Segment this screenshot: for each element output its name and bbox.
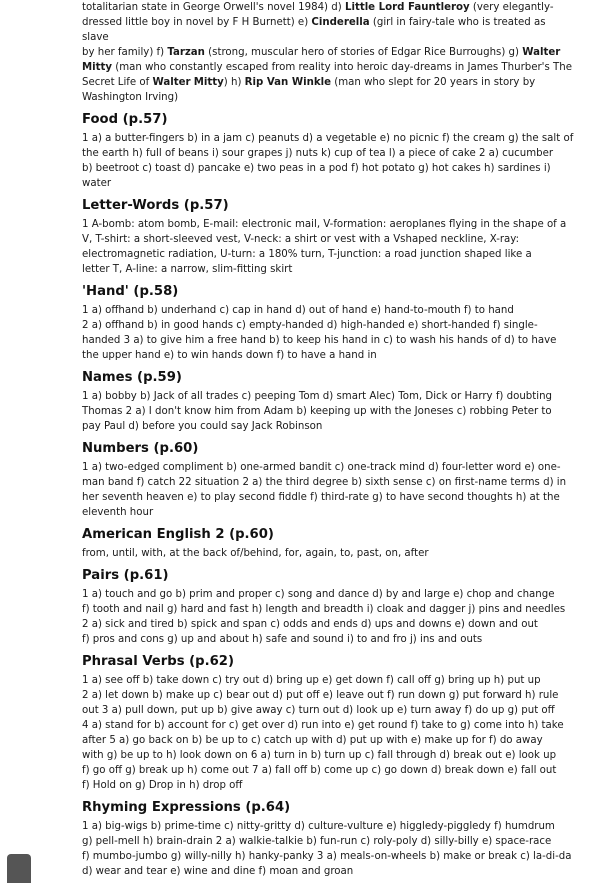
section-title: Names (p.59) bbox=[82, 370, 182, 385]
section-answers bbox=[82, 673, 574, 793]
intro-line: dressed little boy in novel by F H Burnett) e) Cinderella (girl in fairy-tale who is treated as slave bbox=[82, 17, 546, 43]
answer-section bbox=[82, 283, 574, 363]
answer-line: handed 3 a) to give him a free hand b) to keep his hand in c) to wash his hands of d) to have bbox=[82, 335, 557, 346]
section-answers bbox=[82, 389, 574, 434]
section-title: Pairs (p.61) bbox=[82, 568, 169, 583]
answer-line: b) beetroot c) toast d) pancake e) two peas in a pod f) hot potato g) hot cakes h) sardines i) water bbox=[82, 163, 551, 189]
section-answers bbox=[82, 587, 574, 647]
intro-line: Mitty (man who constantly escaped from reality into heroic day-dreams in James Thurber's The bbox=[82, 62, 572, 73]
page-tab-marker bbox=[7, 854, 31, 883]
answer-line: 2 a) sick and tired b) spick and span c) odds and ends d) ups and downs e) down and out bbox=[82, 619, 538, 630]
answer-key-page bbox=[82, 0, 574, 885]
answer-section bbox=[82, 567, 574, 647]
answer-line: Thomas 2 a) I don't know him from Adam b) keeping up with the Joneses c) robbing Peter to bbox=[82, 406, 552, 417]
answer-section bbox=[82, 197, 574, 277]
answer-line: 1 a) bobby b) Jack of all trades c) peeping Tom d) smart Alec) Tom, Dick or Harry f) doubting bbox=[82, 391, 552, 402]
intro-line: by her family) f) Tarzan (strong, muscular hero of stories of Edgar Rice Burroughs) g) Walter bbox=[82, 47, 561, 58]
answer-line: f) mumbo-jumbo g) willy-nilly h) hanky-panky 3 a) meals-on-wheels b) make or break c) la-di-da bbox=[82, 851, 572, 862]
sections-container bbox=[82, 111, 574, 879]
answer-line: 1 a) big-wigs b) prime-time c) nitty-gritty d) culture-vulture e) higgledy-piggledy f) humdrum bbox=[82, 821, 555, 832]
answer-line: V, T-shirt: a short-sleeved vest, V-neck: a shirt or vest with a Vshaped neckline, X-ray: bbox=[82, 234, 520, 245]
answer-line: 4 a) stand for b) account for c) get over d) run into e) get round f) take to g) come into h) take bbox=[82, 720, 564, 731]
section-answers bbox=[82, 131, 574, 191]
answer-line: 1 A-bomb: atom bomb, E-mail: electronic mail, V-formation: aeroplanes flying in the shape of a bbox=[82, 219, 567, 230]
section-title: Food (p.57) bbox=[82, 112, 168, 127]
answer-line: the earth h) full of beans i) sour grapes j) nuts k) cup of tea l) a piece of cake 2 a) cucumber bbox=[82, 148, 554, 159]
answer-line: 1 a) offhand b) underhand c) cap in hand d) out of hand e) hand-to-mouth f) to hand bbox=[82, 305, 514, 316]
answer-section bbox=[82, 369, 574, 434]
answer-line: 1 a) two-edged compliment b) one-armed bandit c) one-track mind d) four-letter word e) one- bbox=[82, 462, 561, 473]
answer-line: man band f) catch 22 situation 2 a) the third degree b) sixth sense c) on first-name terms d) in bbox=[82, 477, 567, 488]
answer-section bbox=[82, 440, 574, 520]
answer-line: eleventh hour bbox=[82, 507, 154, 518]
answer-line: f) tooth and nail g) hard and fast h) length and breadth i) cloak and dagger j) pins and needles bbox=[82, 604, 566, 615]
answer-line: from, until, with, at the back of/behind, for, again, to, past, on, after bbox=[82, 548, 429, 559]
answer-line: 1 a) touch and go b) prim and proper c) song and dance d) by and large e) chop and change bbox=[82, 589, 555, 600]
intro-line: totalitarian state in George Orwell's novel 1984) d) Little Lord Fauntleroy (very elegantly- bbox=[82, 2, 554, 13]
answer-line: f) Hold on g) Drop in h) drop off bbox=[82, 780, 243, 791]
answer-line: with g) be up to h) look down on 6 a) turn in b) turn up c) fall through d) break out e) look up bbox=[82, 750, 557, 761]
answer-line: electromagnetic radiation, U-turn: a 180% turn, T-junction: a road junction shaped like a bbox=[82, 249, 532, 260]
answer-line: letter T, A-line: a narrow, slim-fitting skirt bbox=[82, 264, 293, 275]
answer-line: 1 a) see off b) take down c) try out d) bring up e) get down f) call off g) bring up h) put up bbox=[82, 675, 541, 686]
section-title: American English 2 (p.60) bbox=[82, 527, 274, 542]
answer-section bbox=[82, 526, 574, 561]
answer-line: her seventh heaven e) to play second fiddle f) third-rate g) to have second thoughts h) at the bbox=[82, 492, 560, 503]
answer-section bbox=[82, 653, 574, 793]
intro-lines bbox=[82, 0, 574, 105]
section-answers bbox=[82, 546, 574, 561]
answer-line: 2 a) offhand b) in good hands c) empty-handed d) high-handed e) short-handed f) single- bbox=[82, 320, 538, 331]
intro-paragraph bbox=[82, 0, 574, 105]
answer-line: g) pell-mell h) brain-drain 2 a) walkie-talkie b) fun-run c) roly-poly d) silly-billy e) space-race bbox=[82, 836, 552, 847]
section-title: Rhyming Expressions (p.64) bbox=[82, 800, 291, 815]
answer-line: d) wear and tear e) wine and dine f) moan and groan bbox=[82, 866, 354, 877]
intro-line: Secret Life of Walter Mitty) h) Rip Van Winkle (man who slept for 20 years in story by bbox=[82, 77, 536, 88]
section-answers bbox=[82, 819, 574, 879]
answer-section bbox=[82, 111, 574, 191]
answer-line: pay Paul d) before you could say Jack Robinson bbox=[82, 421, 323, 432]
answer-line: the upper hand e) to win hands down f) to have a hand in bbox=[82, 350, 377, 361]
answer-line: 1 a) a butter-fingers b) in a jam c) peanuts d) a vegetable e) no picnic f) the cream g) the salt of bbox=[82, 133, 574, 144]
answer-section bbox=[82, 799, 574, 879]
section-answers bbox=[82, 303, 574, 363]
answer-line: f) go off g) break up h) come out 7 a) fall off b) come up c) go down d) break down e) fall out bbox=[82, 765, 557, 776]
answer-line: 2 a) let down b) make up c) bear out d) put off e) leave out f) run down g) put forward h) rule bbox=[82, 690, 559, 701]
section-answers bbox=[82, 460, 574, 520]
answer-line: out 3 a) pull down, put up b) give away c) turn out d) look up e) turn away f) do up g) put off bbox=[82, 705, 555, 716]
section-answers bbox=[82, 217, 574, 277]
answer-line: f) pros and cons g) up and about h) safe and sound i) to and fro j) ins and outs bbox=[82, 634, 483, 645]
intro-line: Washington Irving) bbox=[82, 92, 179, 103]
section-title: Phrasal Verbs (p.62) bbox=[82, 654, 234, 669]
section-title: 'Hand' (p.58) bbox=[82, 284, 179, 299]
section-title: Letter-Words (p.57) bbox=[82, 198, 229, 213]
answer-line: after 5 a) go back on b) be up to c) catch up with d) put up with e) make up for f) do away bbox=[82, 735, 543, 746]
section-title: Numbers (p.60) bbox=[82, 441, 199, 456]
